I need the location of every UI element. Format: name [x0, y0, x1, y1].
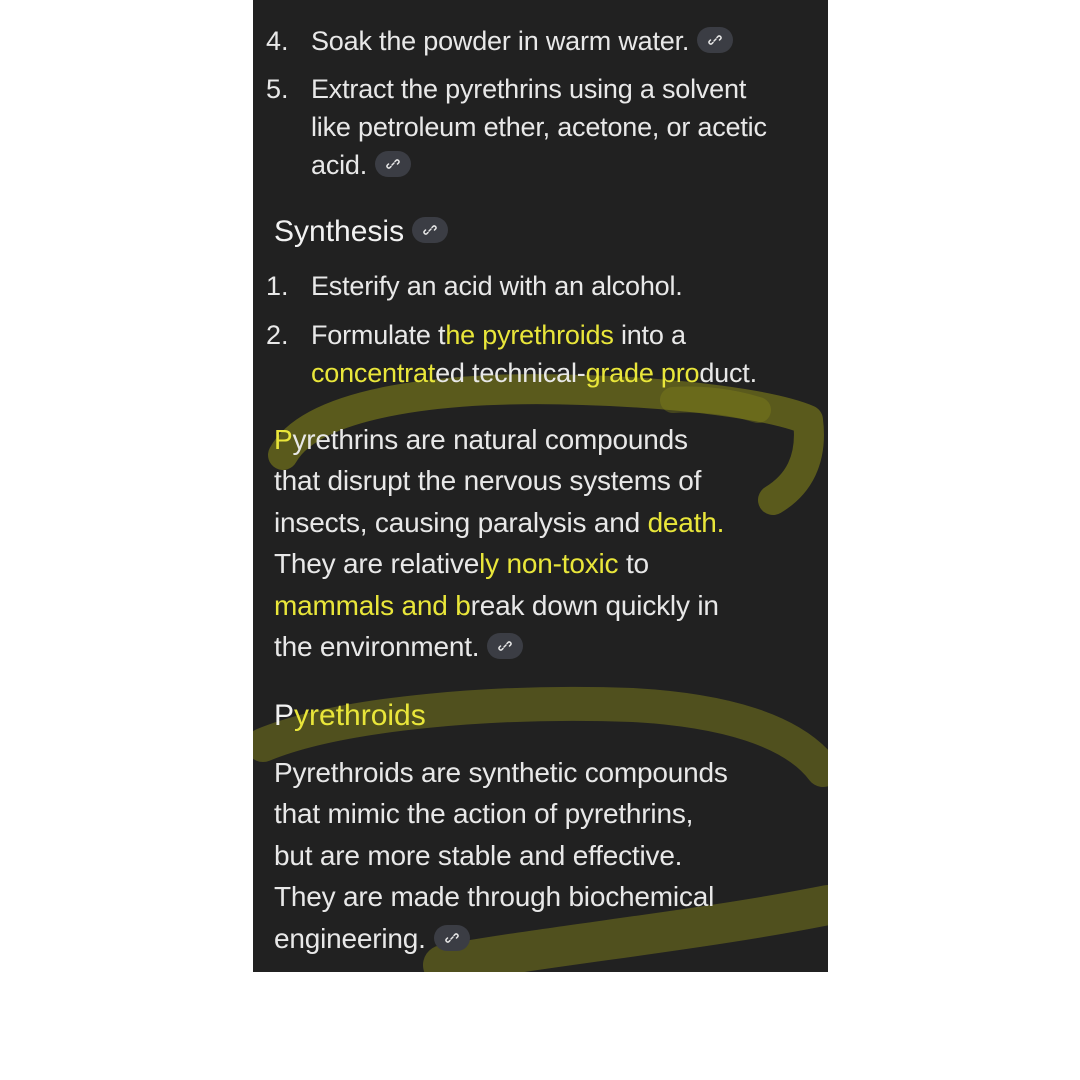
- text-run: duct.: [699, 358, 757, 388]
- pyrethroids-paragraph-line1: Pyrethroids are synthetic compounds: [274, 757, 728, 788]
- source-link-chip[interactable]: [375, 151, 411, 177]
- list-item-step-5-line2: like petroleum ether, acetone, or acetic: [311, 112, 767, 142]
- synthesis-step-2-line1: [311, 316, 686, 354]
- text-run: They are relative: [274, 548, 480, 579]
- response-panel: [253, 0, 828, 972]
- pyrethroids-paragraph-line2: that mimic the action of pyrethrins,: [274, 798, 694, 829]
- pyrethrins-paragraph-line2: that disrupt the nervous systems of: [274, 465, 702, 496]
- source-link-chip[interactable]: [697, 27, 733, 53]
- list-number: 1.: [266, 271, 289, 301]
- highlighted-text: yrethroids: [294, 699, 426, 732]
- link-icon: [498, 639, 512, 653]
- synthesis-step-1: Esterify an acid with an alcohol.: [311, 271, 683, 301]
- text-run: P: [274, 699, 295, 732]
- text-run: the environment.: [274, 631, 480, 662]
- pyrethrins-paragraph-line5: [274, 585, 719, 626]
- highlighted-text: P: [274, 424, 293, 455]
- highlighted-text: ly non-toxic: [479, 548, 619, 579]
- text-run: reak down quickly in: [470, 590, 719, 621]
- list-item-step-4: Soak the powder in warm water.: [311, 26, 690, 56]
- text-run: engineering.: [274, 923, 426, 954]
- link-icon: [445, 931, 459, 945]
- source-link-chip[interactable]: [487, 633, 523, 659]
- list-item-step-5-line1: Extract the pyrethrins using a solvent: [311, 74, 747, 104]
- section-heading-synthesis: [274, 212, 448, 252]
- pyrethrins-paragraph-line1: [274, 419, 688, 460]
- highlighted-text: concentrat: [311, 358, 436, 388]
- list-item-step-5-line3: [311, 146, 411, 184]
- list-number: 2.: [266, 320, 289, 350]
- list-number: 4.: [266, 26, 289, 56]
- source-link-chip[interactable]: [412, 217, 448, 243]
- source-link-chip[interactable]: [434, 925, 470, 951]
- text-run: ed technical-: [435, 358, 586, 388]
- list-item-step-5-line3-text: acid.: [311, 150, 368, 180]
- highlighted-text: death.: [647, 507, 725, 538]
- text-run: yrethrins are natural compounds: [292, 424, 688, 455]
- highlighted-text: he pyrethroids: [445, 320, 614, 350]
- link-icon: [386, 157, 400, 171]
- text-run: Formulate t: [311, 320, 446, 350]
- pyrethrins-paragraph-line3: [274, 502, 724, 543]
- pyrethrins-paragraph-line6: [274, 626, 523, 667]
- text-run: into a: [613, 320, 686, 350]
- synthesis-step-2-line2: [311, 354, 757, 392]
- list-item-text: [311, 22, 733, 60]
- highlighted-text: grade pro: [585, 358, 700, 388]
- pyrethroids-paragraph-line4: They are made through biochemical: [274, 881, 715, 912]
- pyrethroids-paragraph-line3: but are more stable and effective.: [274, 840, 683, 871]
- link-icon: [423, 223, 437, 237]
- list-number: 5.: [266, 74, 289, 104]
- synthesis-heading-text: Synthesis: [274, 215, 405, 248]
- section-heading-pyrethroids: [274, 696, 426, 736]
- pyrethroids-paragraph-line5: [274, 918, 470, 959]
- text-run: insects, causing paralysis and: [274, 507, 648, 538]
- pyrethrins-paragraph-line4: [274, 543, 649, 584]
- link-icon: [708, 33, 722, 47]
- text-run: to: [618, 548, 649, 579]
- highlighted-text: mammals and b: [274, 590, 471, 621]
- highlighter-stroke-4: [673, 399, 758, 410]
